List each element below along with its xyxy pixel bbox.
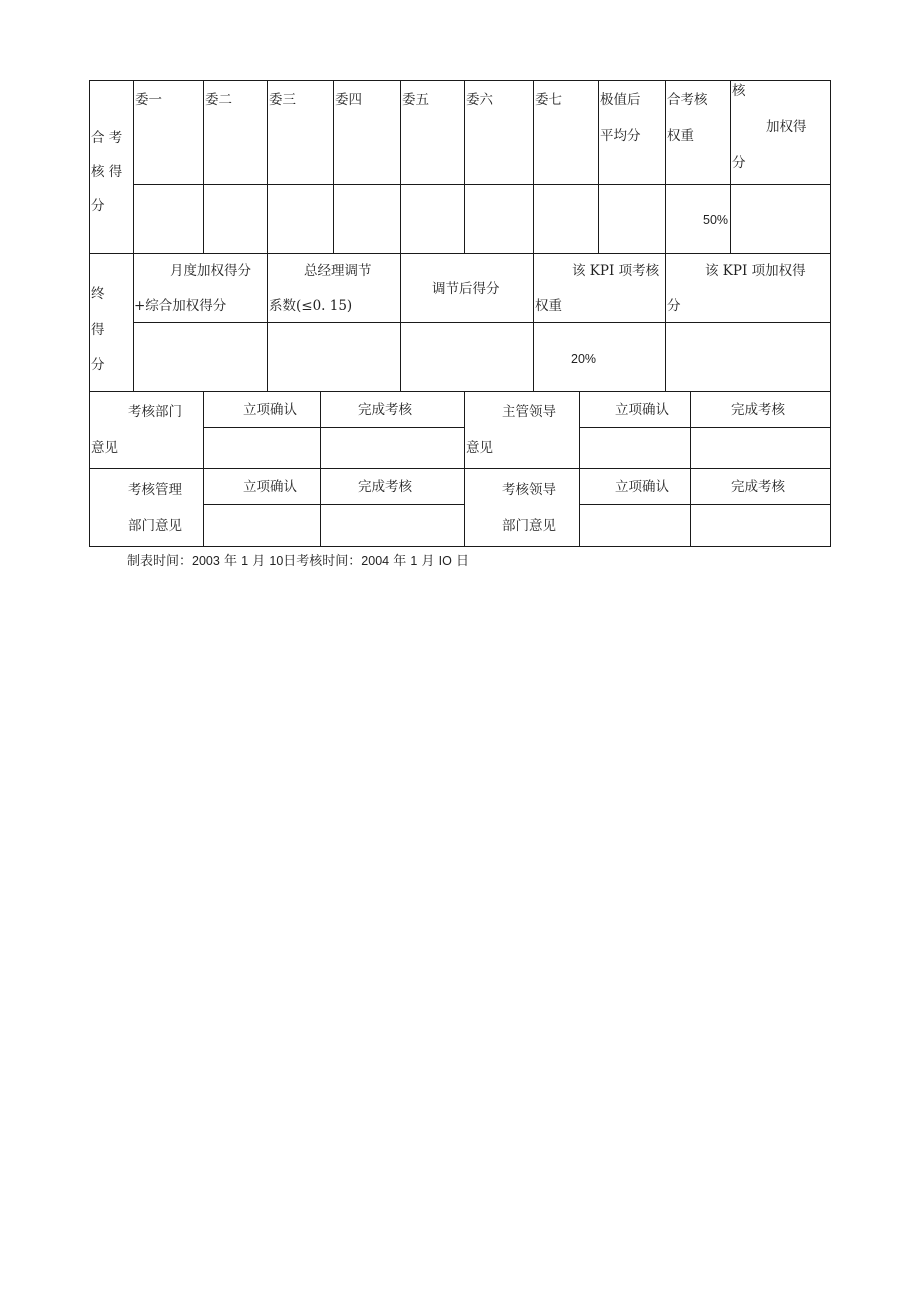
kpi-weight-header: 权重 bbox=[535, 298, 562, 314]
grid-line bbox=[579, 391, 580, 546]
grid-line bbox=[203, 391, 204, 546]
grid-line bbox=[464, 391, 465, 546]
committee-6-header: 委六 bbox=[466, 92, 493, 108]
section2-side-label: 分 bbox=[91, 357, 105, 373]
supervisor-opinion-label: 意见 bbox=[466, 440, 493, 456]
leader-complete-header: 完成考核 bbox=[731, 479, 785, 495]
grid-line bbox=[730, 80, 731, 253]
footer-day: 10 bbox=[269, 554, 284, 568]
footer-year: 2003 bbox=[192, 554, 220, 568]
grid-line bbox=[89, 253, 831, 254]
committee-2-header: 委二 bbox=[205, 92, 232, 108]
grid-line bbox=[665, 80, 666, 391]
grid-line bbox=[690, 391, 691, 546]
grid-line bbox=[133, 322, 831, 323]
weighted-score-header: 加权得 bbox=[766, 119, 807, 135]
committee-3-header: 委三 bbox=[269, 92, 296, 108]
dept-opinion-label: 考核部门 bbox=[128, 404, 182, 420]
grid-line bbox=[579, 504, 831, 505]
footer-month: 1 bbox=[241, 554, 249, 568]
monthly-weighted-header: 月度加权得分 bbox=[170, 263, 251, 279]
committee-1-header: 委一 bbox=[135, 92, 162, 108]
grid-line bbox=[203, 427, 465, 428]
weighted-score-header: 分 bbox=[732, 155, 746, 171]
grid-line bbox=[598, 80, 599, 253]
footer-text: 年 bbox=[393, 554, 407, 569]
grid-line bbox=[89, 546, 831, 547]
footer-text: 月 bbox=[421, 554, 435, 569]
footer-text: 制表时间： bbox=[127, 554, 193, 569]
adjusted-score-header: 调节后得分 bbox=[432, 281, 500, 297]
weight-header: 合考核 bbox=[667, 92, 708, 108]
footer-text: 日考核时间： bbox=[283, 554, 362, 569]
section1-side-label: 分 bbox=[91, 198, 105, 214]
footer-month: 1 bbox=[410, 554, 418, 568]
dept-complete-header: 完成考核 bbox=[358, 402, 412, 418]
leader-dept-opinion-label: 考核领导 bbox=[502, 482, 556, 498]
weight-header: 权重 bbox=[667, 128, 694, 144]
supervisor-opinion-label: 主管领导 bbox=[502, 404, 556, 420]
grid-line bbox=[133, 184, 831, 185]
grid-line bbox=[320, 391, 321, 546]
monthly-weighted-header: +综合加权得分 bbox=[134, 298, 227, 314]
section1-side-label: 合 考 bbox=[91, 130, 123, 146]
section2-side-label: 终 bbox=[91, 286, 105, 302]
kpi-weight-header: 该 KPI 项考核 bbox=[572, 263, 660, 279]
grid-line bbox=[464, 80, 465, 253]
grid-line bbox=[203, 504, 465, 505]
committee-4-header: 委四 bbox=[335, 92, 362, 108]
grid-line bbox=[89, 80, 831, 81]
mgmt-confirm-header: 立项确认 bbox=[243, 479, 297, 495]
grid-line bbox=[203, 80, 204, 253]
weight-value: 50% bbox=[703, 213, 729, 227]
footer-text: 月 bbox=[252, 554, 266, 569]
weighted-score-header: 核 bbox=[732, 83, 746, 99]
kpi-weight-value: 20% bbox=[571, 352, 597, 366]
leader-dept-opinion-label: 部门意见 bbox=[502, 518, 556, 534]
supervisor-complete-header: 完成考核 bbox=[731, 402, 785, 418]
avg-score-header: 极值后 bbox=[600, 92, 641, 108]
grid-line bbox=[89, 80, 90, 547]
grid-line bbox=[267, 80, 268, 391]
avg-score-header: 平均分 bbox=[600, 128, 641, 144]
grid-line bbox=[333, 80, 334, 253]
footer-day: IO bbox=[438, 554, 452, 568]
committee-7-header: 委七 bbox=[535, 92, 562, 108]
footer-year: 2004 bbox=[361, 554, 390, 568]
gm-adjust-header: 总经理调节 bbox=[304, 263, 372, 279]
kpi-weighted-header: 该 KPI 项加权得 bbox=[705, 263, 806, 279]
mgmt-dept-opinion-label: 考核管理 bbox=[128, 482, 182, 498]
dept-confirm-header: 立项确认 bbox=[243, 402, 297, 418]
gm-adjust-header: 系数(≤0. 15) bbox=[269, 298, 353, 314]
form-footer bbox=[127, 550, 469, 569]
section1-side-label: 核 得 bbox=[91, 164, 123, 180]
grid-line bbox=[400, 80, 401, 391]
leader-confirm-header: 立项确认 bbox=[615, 479, 669, 495]
grid-line bbox=[89, 391, 831, 392]
committee-5-header: 委五 bbox=[402, 92, 429, 108]
kpi-weighted-header: 分 bbox=[667, 298, 681, 314]
section2-side-label: 得 bbox=[91, 322, 105, 338]
mgmt-dept-opinion-label: 部门意见 bbox=[128, 518, 182, 534]
footer-text: 日 bbox=[456, 554, 470, 569]
dept-opinion-label: 意见 bbox=[91, 440, 118, 456]
grid-line bbox=[579, 427, 831, 428]
supervisor-confirm-header: 立项确认 bbox=[615, 402, 669, 418]
grid-line bbox=[89, 468, 831, 469]
grid-line bbox=[533, 80, 534, 391]
grid-line bbox=[830, 80, 831, 547]
grid-line bbox=[133, 80, 134, 391]
mgmt-complete-header: 完成考核 bbox=[358, 479, 412, 495]
footer-text: 年 bbox=[223, 554, 237, 569]
